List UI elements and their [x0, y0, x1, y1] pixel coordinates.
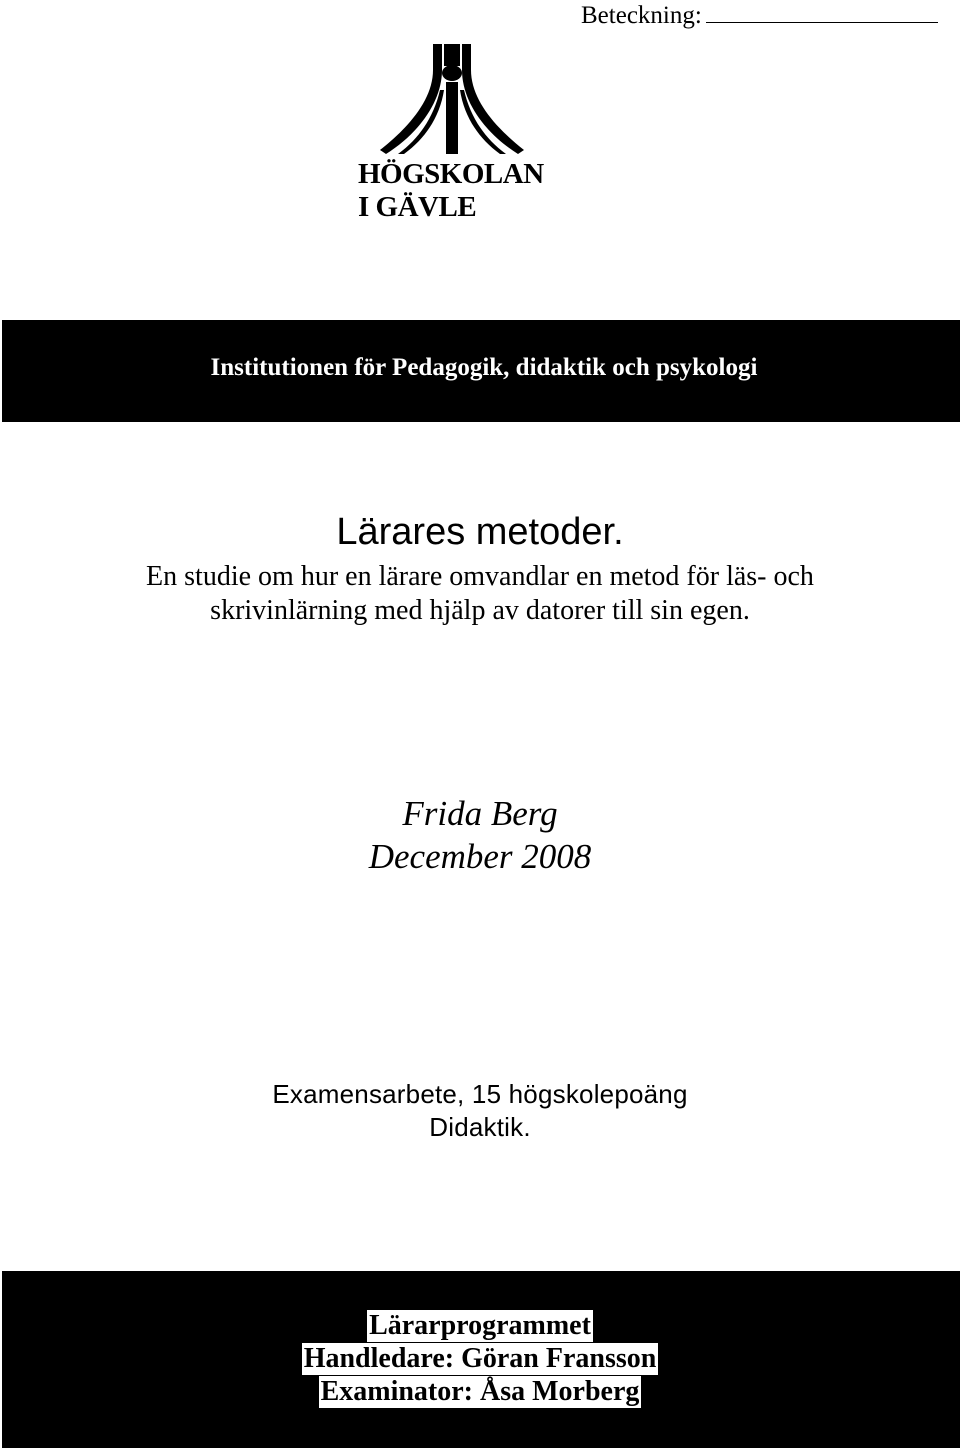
program-name: Lärarprogrammet: [369, 1310, 591, 1341]
supervisor: Handledare: Göran Fransson: [303, 1343, 657, 1374]
thesis-title: Lärares metoder.: [336, 511, 624, 553]
designation-label: Beteckning:: [581, 2, 702, 29]
exam-block: [0, 1078, 960, 1144]
author-date: December 2008: [368, 837, 592, 876]
subtitle-line-2: skrivinlärning med hjälp av datorer till sin egen.: [210, 595, 750, 626]
university-logo-icon: [378, 42, 528, 157]
author-name: Frida Berg: [402, 794, 558, 833]
logo-line-1: HÖGSKOLAN: [358, 158, 544, 190]
department-name: Institutionen för Pedagogik, didaktik och psykologi: [210, 354, 758, 381]
subtitle-line-1: En studie om hur en lärare omvandlar en metod för läs- och: [146, 561, 814, 592]
department-band: [2, 320, 960, 422]
logo-text: [358, 158, 544, 224]
designation-field: [581, 0, 938, 31]
logo-line-2: I GÄVLE: [358, 191, 477, 223]
thesis-subtitle: [0, 560, 960, 628]
author-block: [0, 792, 960, 878]
exam-line-1: Examensarbete, 15 högskolepoäng: [272, 1079, 688, 1109]
footer-info: [0, 1310, 960, 1409]
examiner: Examinator: Åsa Morberg: [320, 1376, 640, 1407]
designation-blank-line: [706, 0, 938, 23]
exam-line-2: Didaktik.: [429, 1112, 531, 1142]
